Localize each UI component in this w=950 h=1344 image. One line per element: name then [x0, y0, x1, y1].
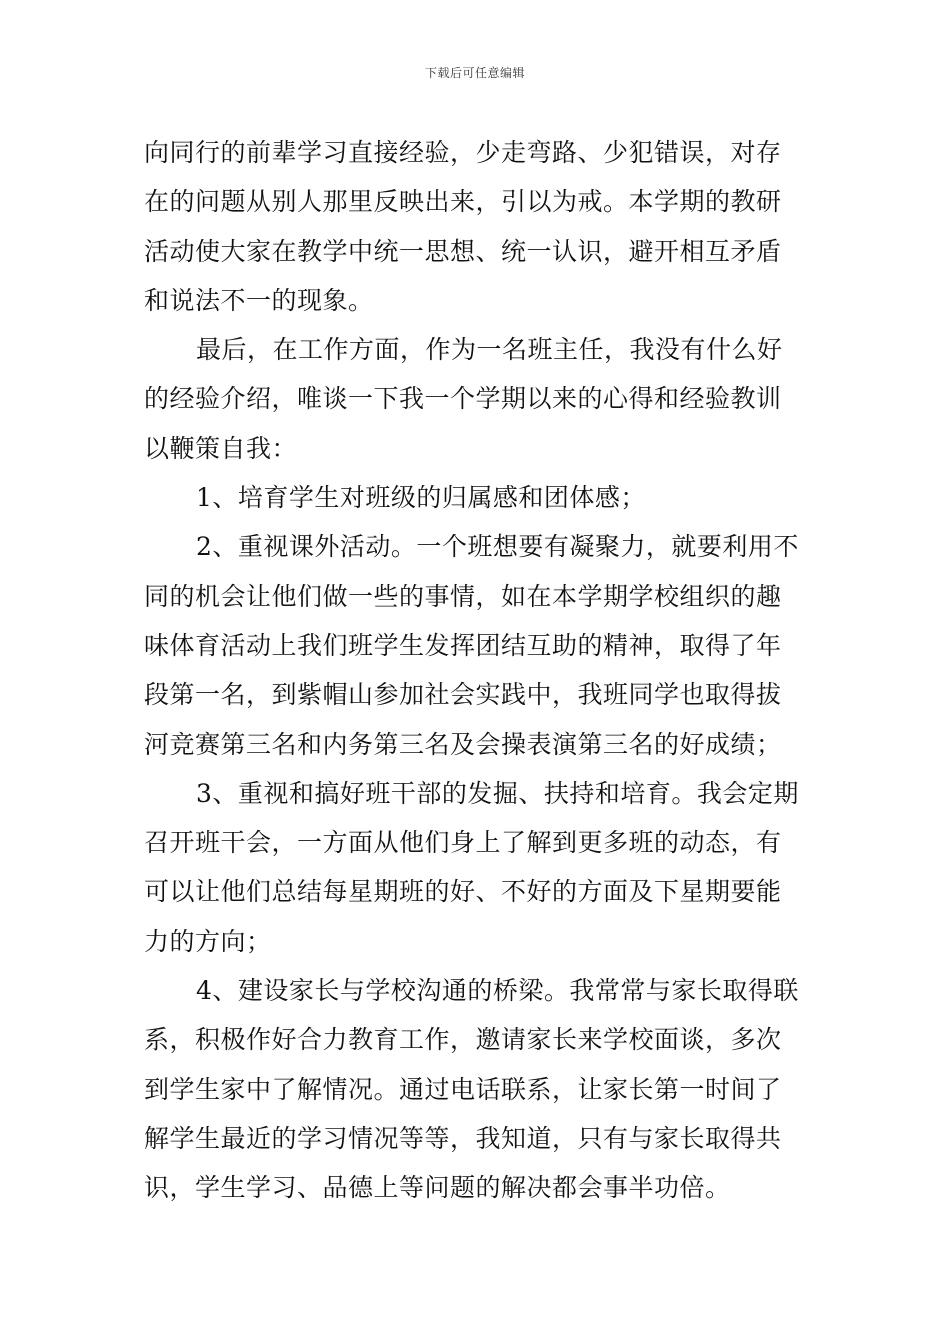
- text-line: 同的机会让他们做一些的事情，如在本学期学校组织的趣: [144, 581, 782, 611]
- paragraph-first-line: 最后，在工作方面，作为一名班主任，我没有什么好: [196, 335, 783, 365]
- text-line: 味体育活动上我们班学生发挥团结互助的精神，取得了年: [144, 630, 782, 660]
- text-line: 以鞭策自我：: [144, 433, 298, 463]
- text-line: 识，学生学习、品德上等问题的解决都会事半功倍。: [144, 1173, 731, 1203]
- text-line: 力的方向；: [144, 926, 272, 956]
- document-body: [144, 128, 806, 1213]
- text-line: 到学生家中了解情况。通过电话联系，让家长第一时间了: [144, 1074, 782, 1104]
- list-item-1: 1、培育学生对班级的归属感和团体感；: [196, 483, 646, 513]
- text-line: 解学生最近的学习情况等等，我知道，只有与家长取得共: [144, 1123, 782, 1153]
- page-header: 下载后可任意编辑: [424, 66, 525, 80]
- text-line: 河竞赛第三名和内务第三名及会操表演第三名的好成绩；: [144, 729, 782, 759]
- text-line: 的经验介绍，唯谈一下我一个学期以来的心得和经验教训: [144, 384, 782, 414]
- text-line: 系，积极作好合力教育工作，邀请家长来学校面谈，多次: [144, 1025, 782, 1055]
- list-item-2: 2、重视课外活动。一个班想要有凝聚力，就要利用不: [196, 532, 799, 562]
- list-item-4: 4、建设家长与学校沟通的桥梁。我常常与家长取得联: [196, 976, 799, 1006]
- text-line: 在的问题从别人那里反映出来，引以为戒。本学期的教研: [144, 187, 782, 217]
- list-item-3: 3、重视和搞好班干部的发掘、扶持和培育。我会定期: [196, 778, 799, 808]
- text-line: 向同行的前辈学习直接经验，少走弯路、少犯错误，对存: [144, 138, 782, 167]
- text-line: 召开班干会，一方面从他们身上了解到更多班的动态，有: [144, 828, 782, 858]
- text-line: 和说法不一的现象。: [144, 285, 374, 315]
- text-line: 可以让他们总结每星期班的好、不好的方面及下星期要能: [144, 877, 782, 907]
- text-line: 活动使大家在教学中统一思想、统一认识，避开相互矛盾: [144, 236, 782, 266]
- text-line: 段第一名，到紫帽山参加社会实践中，我班同学也取得拔: [144, 680, 782, 710]
